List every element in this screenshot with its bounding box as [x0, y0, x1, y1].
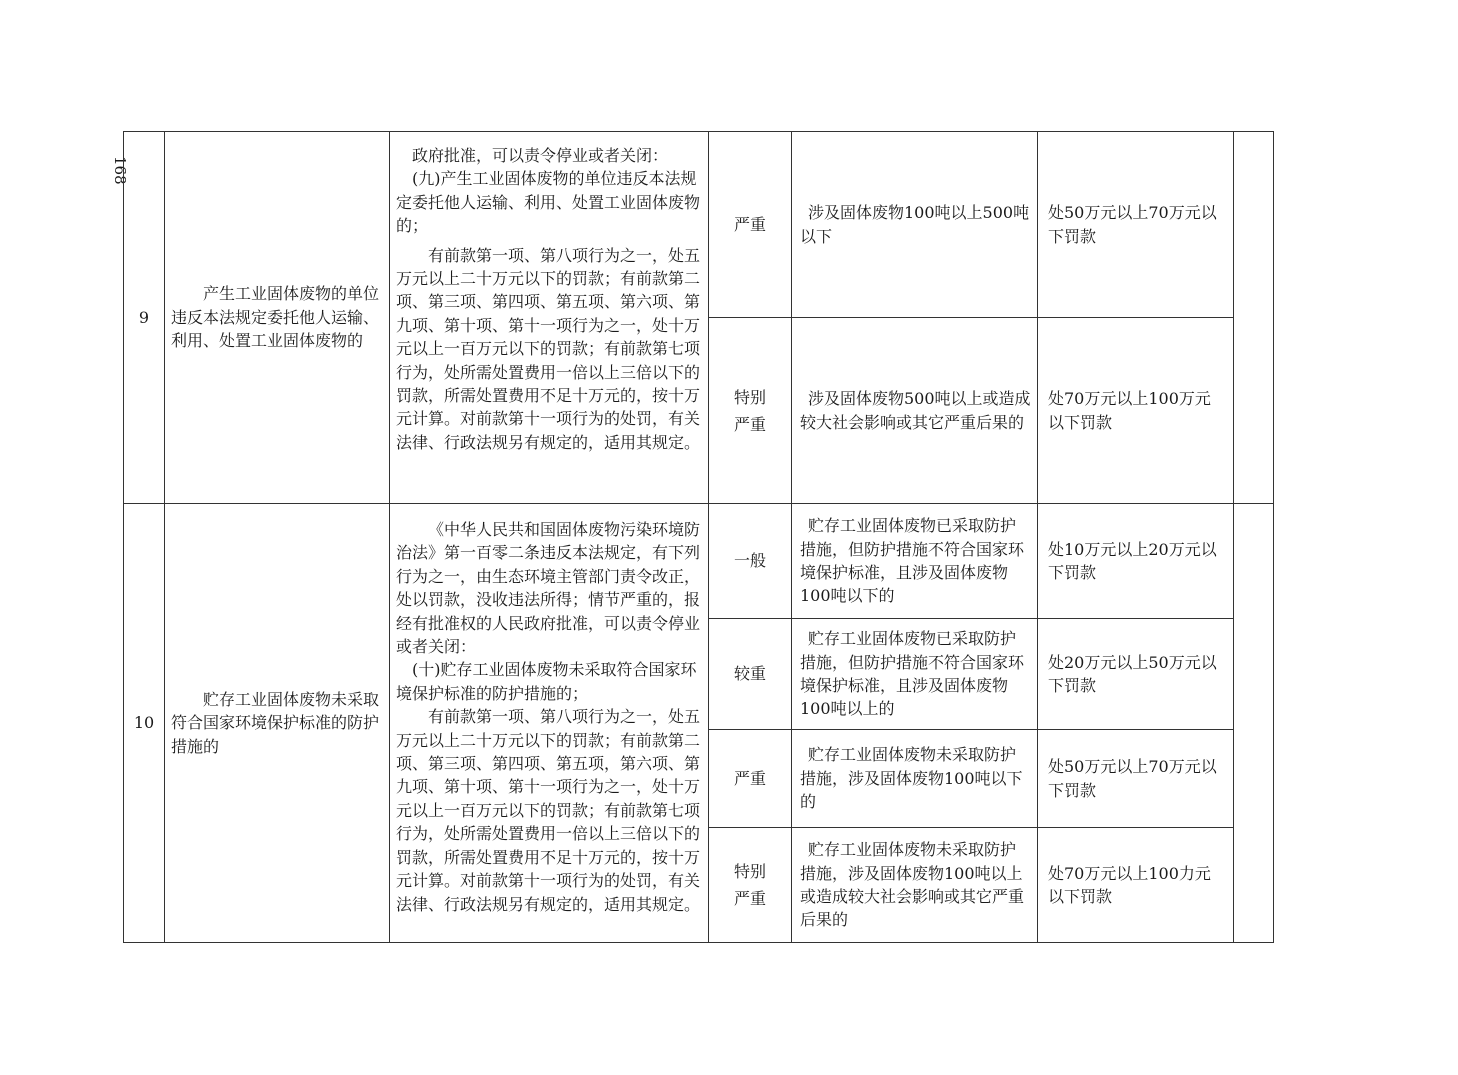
- severity-level: 一般: [709, 504, 792, 619]
- page-number: 168: [111, 156, 129, 185]
- circumstance-text: 贮存工业固体废物已采取防护措施，但防护措施不符合国家环境保护标准，且涉及固体废物100吨以下的: [800, 516, 1025, 606]
- severity-level: 严重: [709, 730, 792, 828]
- remarks-cell: [1234, 504, 1274, 943]
- violation-item-text: 贮存工业固体废物未采取符合国家环境保护标准的防护措施的: [171, 689, 380, 756]
- table-row: [124, 132, 1274, 318]
- remarks-cell: [1234, 132, 1274, 504]
- violation-item: [165, 132, 390, 504]
- penalty: 处50万元以上70万元以下罚款: [1038, 132, 1234, 318]
- circumstance: [792, 730, 1038, 828]
- circumstance: [792, 619, 1038, 730]
- table-row: [124, 504, 1274, 619]
- legal-basis: [390, 132, 709, 504]
- legal-basis: [390, 504, 709, 943]
- violation-item-text: 产生工业固体废物的单位违反本法规定委托他人运输、利用、处置工业固体废物的: [171, 284, 380, 351]
- penalty: 处50万元以上70万元以下罚款: [1038, 730, 1234, 828]
- severity-level-text: 特别严重: [733, 387, 766, 434]
- circumstance-text: 涉及固体废物100吨以上500吨以下: [800, 203, 1030, 246]
- item-number: 10: [124, 504, 165, 943]
- severity-level: [709, 828, 792, 943]
- severity-level: 较重: [709, 619, 792, 730]
- legal-basis-paragraph: (十)贮存工业固体废物未采取符合国家环境保护标准的防护措施的；: [396, 660, 697, 703]
- legal-basis-paragraph: 有前款第一项、第八项行为之一，处五万元以上二十万元以下的罚款；有前款第二项、第三项、第四项、第五项，第六项、第九项、第十项、第十一项行为之一，处十万元以上一百万元以下的罚款；有前款第七项行为，处所需处置费用一倍以上三倍以下的罚款，所需处置费用不足十万元的，按十万元计算。对前款第十一项行为的处罚，有关法律、行政法规另有规定的，适用其规定。: [396, 707, 701, 914]
- legal-basis-paragraph: (九)产生工业固体废物的单位违反本法规定委托他人运输、利用、处置工业固体废物的；: [396, 169, 701, 236]
- circumstance-text: 涉及固体废物500吨以上或造成较大社会影响或其它严重后果的: [800, 389, 1031, 432]
- legal-basis-paragraph: 政府批准，可以责令停业或者关闭：: [412, 146, 669, 165]
- circumstance-text: 贮存工业固体废物已采取防护措施，但防护措施不符合国家环境保护标准，且涉及固体废物100吨以上的: [800, 629, 1025, 719]
- legal-basis-paragraph: 《中华人民共和国固体废物污染环境防治法》第一百零二条违反本法规定，有下列行为之一，由生态环境主管部门责令改正，处以罚款，没收违法所得；情节严重的，报经有批准权的人民政府批准，可以责令停业或者关闭：: [396, 520, 701, 657]
- violation-item: [165, 504, 390, 943]
- circumstance: [792, 318, 1038, 504]
- penalty: 处20万元以上50万元以下罚款: [1038, 619, 1234, 730]
- severity-level: [709, 318, 792, 504]
- severity-level: 严重: [709, 132, 792, 318]
- circumstance-text: 贮存工业固体废物未采取防护措施，涉及固体废物100吨以上或造成较大社会影响或其它严重后果的: [800, 840, 1025, 930]
- penalty-table: [123, 131, 1274, 943]
- circumstance: [792, 132, 1038, 318]
- severity-level-text: 特别严重: [733, 862, 766, 908]
- item-number: 9: [124, 132, 165, 504]
- circumstance-text: 贮存工业固体废物未采取防护措施，涉及固体废物100吨以下的: [800, 745, 1023, 812]
- penalty: 处10万元以上20万元以下罚款: [1038, 504, 1234, 619]
- penalty: 处70万元以上100力元以下罚款: [1038, 828, 1234, 943]
- legal-basis-paragraph: 有前款第一项、第八项行为之一，处五万元以上二十万元以下的罚款；有前款第二项、第三项、第四项、第五项、第六项、第九项、第十项、第十一项行为之一，处十万元以上一百万元以下的罚款；有前款第七项行为，处所需处置费用一倍以上三倍以下的罚款，所需处置费用不足十万元的，按十万元计算。对前款第十一项行为的处罚，有关法律、行政法规另有规定的，适用其规定。: [396, 245, 701, 452]
- penalty: 处70万元以上100万元以下罚款: [1038, 318, 1234, 504]
- circumstance: [792, 504, 1038, 619]
- circumstance: [792, 828, 1038, 943]
